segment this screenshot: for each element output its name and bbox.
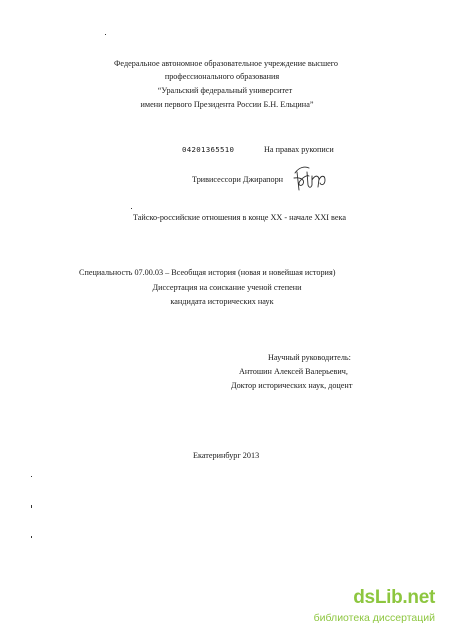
supervisor-title: Доктор исторических наук, доцент	[231, 381, 353, 390]
signature-image	[291, 163, 329, 193]
scan-speck	[105, 34, 106, 35]
scan-speck	[31, 536, 32, 538]
supervisor-name: Антошин Алексей Валерьевич,	[239, 367, 348, 376]
institution-line-4: имени первого Президента России Б.Н. Ельцина”	[140, 100, 314, 109]
dslib-watermark	[313, 587, 445, 631]
supervisor-label: Научный руководитель:	[268, 353, 351, 362]
dslib-subtitle: библиотека диссертаций	[313, 612, 435, 624]
place-and-year: Екатеринбург 2013	[193, 451, 260, 460]
manuscript-note: На правах рукописи	[264, 145, 334, 154]
degree-line-2: кандидата исторических наук	[170, 297, 274, 306]
dissertation-title: Тайско-российские отношения в конце XX - начале XXI века	[133, 213, 346, 222]
institution-line-1: Федеральное автономное образовательное учреждение высшего	[113, 59, 339, 68]
specialty-line: Специальность 07.00.03 – Всеобщая история (новая и новейшая история)	[79, 268, 336, 277]
scan-speck	[31, 476, 32, 477]
degree-line-1: Диссертация на соискание ученой степени	[152, 283, 302, 292]
author-name: Тривисессори Джирапорн	[192, 175, 284, 184]
institution-line-3: “Уральский федеральный университет	[157, 86, 293, 95]
institution-line-2: профессионального образования	[164, 72, 280, 81]
scan-speck	[131, 208, 132, 209]
registration-number: 04201365510	[182, 145, 235, 154]
scan-speck	[31, 505, 32, 508]
dslib-logo: dsLib.net	[353, 587, 435, 608]
